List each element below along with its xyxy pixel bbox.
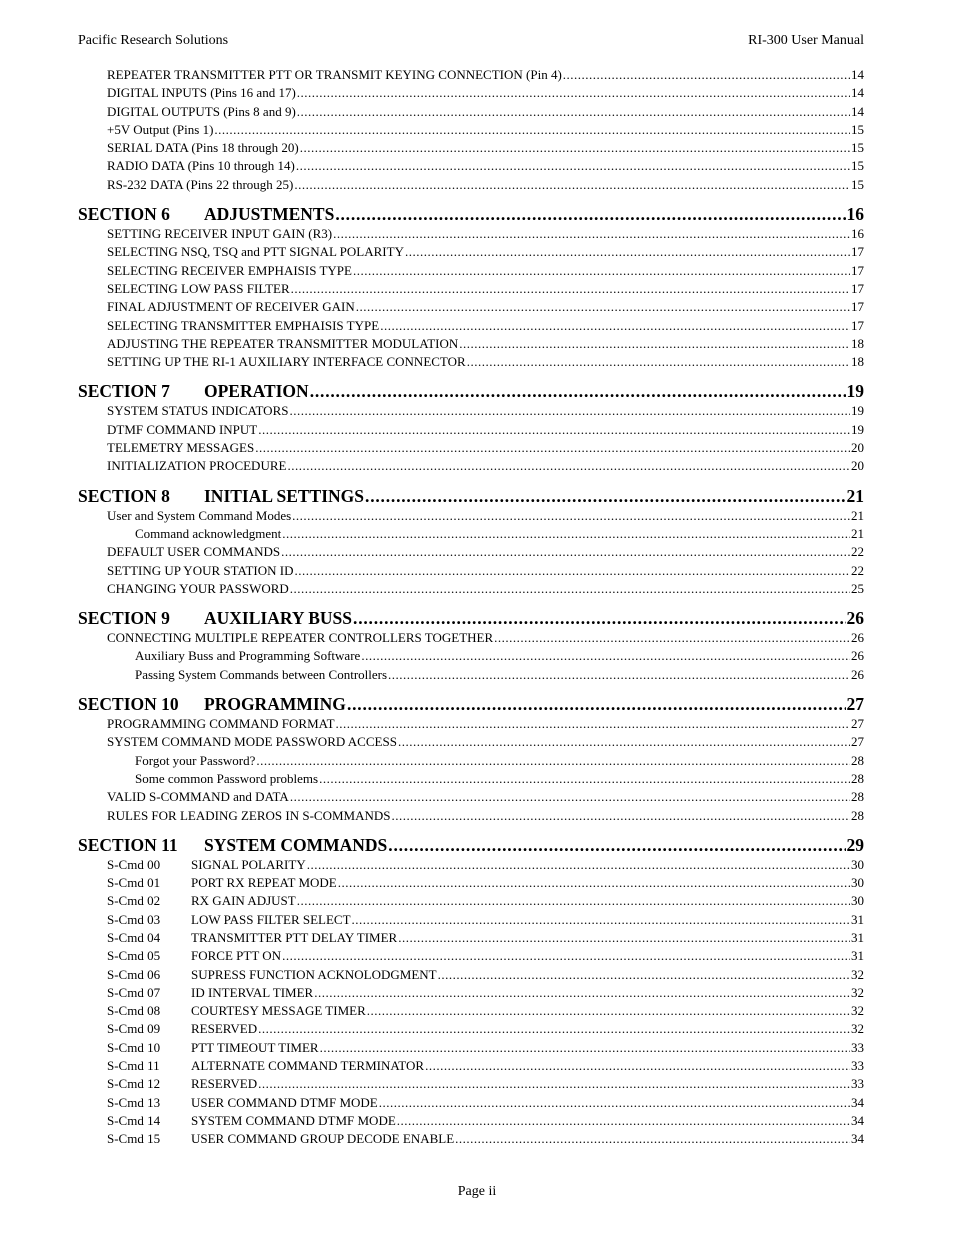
entry-title: DEFAULT USER COMMANDS [107, 544, 281, 560]
toc-command-entry [78, 1039, 864, 1057]
page-ref: 26 [851, 648, 864, 664]
toc-entry [78, 66, 864, 84]
toc-entry [78, 402, 864, 420]
dot-leader [365, 485, 845, 507]
entry-title: DTMF COMMAND INPUT [107, 421, 258, 437]
page-ref: 26 [851, 666, 864, 682]
entry-title: CONNECTING MULTIPLE REPEATER CONTROLLERS TOGETHER [107, 630, 494, 646]
page-ref: 15 [851, 121, 864, 137]
page-ref: 33 [851, 1058, 864, 1074]
dot-leader [388, 834, 845, 856]
toc-subentry [78, 666, 864, 684]
entry-title: SYSTEM COMMAND MODE PASSWORD ACCESS [107, 734, 397, 750]
section-heading [78, 380, 309, 402]
dot-leader [258, 1020, 850, 1038]
toc-entry [78, 139, 864, 157]
section-title: SYSTEM COMMANDS [204, 834, 388, 855]
toc-command-entry [78, 911, 864, 929]
dot-leader [307, 856, 850, 874]
section-number: SECTION 9 [78, 608, 170, 629]
toc-subentry [78, 647, 864, 665]
command-code: S-Cmd 11 [107, 1058, 160, 1074]
toc-entry [78, 353, 864, 371]
entry-text [107, 947, 281, 965]
entry-title: PTT TIMEOUT TIMER [191, 1039, 319, 1055]
dot-leader [352, 911, 850, 929]
page-ref: 22 [851, 544, 864, 560]
toc-section-heading [78, 485, 864, 507]
dot-leader [398, 929, 850, 947]
entry-title: SERIAL DATA (Pins 18 through 20) [107, 140, 299, 156]
toc-entry [78, 157, 864, 175]
dot-leader [256, 752, 850, 770]
section-number: SECTION 7 [78, 381, 170, 402]
page-ref: 27 [846, 694, 864, 715]
entry-title: DIGITAL OUTPUTS (Pins 8 and 9) [107, 103, 296, 119]
toc-section-heading [78, 693, 864, 715]
toc-section-heading [78, 203, 864, 225]
toc-entry [78, 280, 864, 298]
page-ref: 25 [851, 580, 864, 596]
dot-leader [397, 1112, 850, 1130]
page-ref: 34 [851, 1131, 864, 1147]
entry-title: CHANGING YOUR PASSWORD [107, 580, 289, 596]
section-heading [78, 834, 387, 856]
toc-command-entry [78, 929, 864, 947]
toc-command-entry [78, 1130, 864, 1148]
command-code: S-Cmd 01 [107, 875, 161, 891]
page-ref: 21 [851, 525, 864, 541]
page-ref: 18 [851, 335, 864, 351]
toc-command-entry [78, 984, 864, 1002]
entry-title: RESERVED [191, 1076, 258, 1092]
toc-command-entry [78, 874, 864, 892]
toc-entry [78, 103, 864, 121]
entry-title: SELECTING LOW PASS FILTER [107, 280, 290, 296]
dot-leader [292, 507, 850, 525]
command-code: S-Cmd 04 [107, 929, 161, 945]
entry-title: SELECTING TRANSMITTER EMPHAISIS TYPE [107, 317, 380, 333]
dot-leader [255, 439, 850, 457]
entry-text [107, 1130, 454, 1148]
dot-leader [392, 807, 851, 825]
page-ref: 28 [851, 789, 864, 805]
page-ref: 29 [846, 834, 864, 855]
dot-leader [361, 647, 850, 665]
toc-entry [78, 243, 864, 261]
toc-entry [78, 335, 864, 353]
entry-title: DIGITAL INPUTS (Pins 16 and 17) [107, 85, 296, 101]
command-code: S-Cmd 12 [107, 1076, 161, 1092]
dot-leader [282, 947, 850, 965]
page-ref: 27 [851, 734, 864, 750]
command-code: S-Cmd 10 [107, 1039, 161, 1055]
page-ref: 21 [851, 507, 864, 523]
entry-text [107, 1075, 257, 1093]
command-code: S-Cmd 05 [107, 948, 161, 964]
entry-title: VALID S-COMMAND and DATA [107, 789, 289, 805]
toc-entry [78, 807, 864, 825]
entry-text [107, 1094, 378, 1112]
dot-leader [300, 139, 850, 157]
page-ref: 15 [851, 176, 864, 192]
page-ref: 26 [851, 630, 864, 646]
entry-title: RX GAIN ADJUST [191, 893, 296, 909]
header-manual-title: RI-300 User Manual [748, 33, 864, 48]
command-code: S-Cmd 13 [107, 1094, 161, 1110]
header-company: Pacific Research Solutions [78, 33, 229, 48]
entry-text [107, 1112, 396, 1130]
page-ref: 17 [851, 317, 864, 333]
page-ref: 14 [851, 67, 864, 82]
toc-subentry [78, 752, 864, 770]
page-ref: 21 [846, 485, 864, 506]
entry-title: User and System Command Modes [107, 507, 292, 523]
page-ref: 19 [851, 421, 864, 437]
toc-command-entry [78, 892, 864, 910]
entry-title: FINAL ADJUSTMENT OF RECEIVER GAIN [107, 299, 355, 315]
entry-title: PROGRAMMING COMMAND FORMAT [107, 716, 335, 732]
page-ref: 32 [851, 1003, 864, 1019]
page-ref: 31 [851, 948, 864, 964]
dot-leader [379, 1094, 850, 1112]
entry-title: Forgot your Password? [135, 752, 256, 768]
page-ref: 18 [851, 354, 864, 370]
page-ref: 14 [851, 103, 864, 119]
toc-entry [78, 225, 864, 243]
dot-leader [563, 66, 850, 84]
page-ref: 17 [851, 280, 864, 296]
toc-entry [78, 562, 864, 580]
dot-leader [290, 580, 850, 598]
page-ref: 27 [851, 716, 864, 732]
entry-title: SUPRESS FUNCTION ACKNOLODGMENT [191, 966, 437, 982]
entry-title: RULES FOR LEADING ZEROS IN S-COMMANDS [107, 807, 391, 823]
section-title: OPERATION [204, 381, 309, 402]
entry-title: FORCE PTT ON [191, 948, 282, 964]
dot-leader [353, 607, 845, 629]
toc-entry [78, 84, 864, 102]
section-title: ADJUSTMENTS [204, 204, 335, 225]
section-number: SECTION 8 [78, 485, 170, 506]
section-title: PROGRAMMING [204, 694, 346, 715]
toc-entry [78, 629, 864, 647]
page-header [78, 33, 864, 53]
dot-leader [294, 176, 850, 194]
entry-text [107, 1039, 319, 1057]
toc-command-entry [78, 856, 864, 874]
page-ref: 33 [851, 1076, 864, 1092]
entry-title: SIGNAL POLARITY [191, 856, 306, 872]
toc-command-entry [78, 1020, 864, 1038]
entry-title: TRANSMITTER PTT DELAY TIMER [191, 929, 398, 945]
dot-leader [297, 84, 850, 102]
page-ref: 32 [851, 1021, 864, 1037]
command-code: S-Cmd 03 [107, 911, 161, 927]
entry-title: LOW PASS FILTER SELECT [191, 911, 351, 927]
toc-command-entry [78, 1094, 864, 1112]
entry-text [107, 874, 337, 892]
toc-section-heading [78, 834, 864, 856]
page-ref: 28 [851, 752, 864, 768]
page-ref: 26 [846, 608, 864, 629]
entry-text [107, 1020, 257, 1038]
dot-leader [405, 243, 850, 261]
command-code: S-Cmd 02 [107, 893, 161, 909]
dot-leader [296, 157, 850, 175]
toc-entry [78, 715, 864, 733]
dot-leader [459, 335, 850, 353]
dot-leader [438, 966, 850, 984]
page-ref: 28 [851, 807, 864, 823]
dot-leader [314, 984, 850, 1002]
toc-entry [78, 421, 864, 439]
entry-text [107, 892, 296, 910]
page-ref: 28 [851, 770, 864, 786]
section-title: AUXILIARY BUSS [204, 608, 353, 629]
entry-title: PORT RX REPEAT MODE [191, 875, 337, 891]
entry-title: SELECTING RECEIVER EMPHAISIS TYPE [107, 262, 352, 278]
entry-text [107, 929, 397, 947]
entry-title: RADIO DATA (Pins 10 through 14) [107, 158, 295, 174]
page-ref: 19 [846, 381, 864, 402]
entry-title: ALTERNATE COMMAND TERMINATOR [191, 1058, 425, 1074]
toc-command-entry [78, 1075, 864, 1093]
toc-section-heading [78, 607, 864, 629]
page-ref: 17 [851, 299, 864, 315]
page-ref: 22 [851, 562, 864, 578]
toc-entry [78, 121, 864, 139]
entry-title: COURTESY MESSAGE TIMER [191, 1003, 366, 1019]
toc-command-entry [78, 1112, 864, 1130]
command-code: S-Cmd 07 [107, 984, 161, 1000]
entry-title: Command acknowledgment [135, 525, 282, 541]
page-ref: 34 [851, 1112, 864, 1128]
dot-leader [333, 225, 850, 243]
page-ref: 33 [851, 1039, 864, 1055]
section-number: SECTION 11 [78, 834, 178, 855]
entry-text [107, 1057, 424, 1075]
entry-text [107, 1002, 366, 1020]
command-code: S-Cmd 06 [107, 966, 161, 982]
section-number: SECTION 6 [78, 204, 170, 225]
page-ref: 15 [851, 158, 864, 174]
entry-text [107, 966, 437, 984]
section-heading [78, 485, 364, 507]
page-ref: 30 [851, 893, 864, 909]
section-title: INITIAL SETTINGS [204, 485, 365, 506]
dot-leader [398, 733, 850, 751]
dot-leader [295, 562, 851, 580]
dot-leader [320, 1039, 850, 1057]
dot-leader [214, 121, 850, 139]
toc-command-entry [78, 947, 864, 965]
entry-title: SETTING UP YOUR STATION ID [107, 562, 294, 578]
entry-title: Passing System Commands between Controllers [135, 666, 388, 682]
entry-title: REPEATER TRANSMITTER PTT OR TRANSMIT KEYING CONNECTION (Pin 4) [107, 67, 562, 82]
command-code: S-Cmd 08 [107, 1003, 161, 1019]
dot-leader [281, 543, 850, 561]
toc-command-entry [78, 966, 864, 984]
toc-entry [78, 439, 864, 457]
dot-leader [356, 298, 850, 316]
toc-entry [78, 176, 864, 194]
dot-leader [297, 103, 850, 121]
dot-leader [353, 262, 850, 280]
section-number: SECTION 10 [78, 694, 179, 715]
entry-title: Auxiliary Buss and Programming Software [135, 648, 361, 664]
section-heading [78, 203, 334, 225]
page-ref: 17 [851, 262, 864, 278]
entry-text [107, 911, 351, 929]
page-ref: 30 [851, 875, 864, 891]
dot-leader [258, 421, 850, 439]
entry-text [107, 856, 306, 874]
entry-title: SYSTEM COMMAND DTMF MODE [191, 1112, 396, 1128]
entry-title: USER COMMAND DTMF MODE [191, 1094, 378, 1110]
page-ref: 19 [851, 403, 864, 419]
dot-leader [367, 1002, 850, 1020]
dot-leader [297, 892, 850, 910]
page-ref: 20 [851, 458, 864, 474]
page-ref: 20 [851, 440, 864, 456]
page-ref: 15 [851, 140, 864, 156]
entry-title: SYSTEM STATUS INDICATORS [107, 403, 289, 419]
page-ref: 14 [851, 85, 864, 101]
entry-title: TELEMETRY MESSAGES [107, 440, 255, 456]
entry-title: RESERVED [191, 1021, 258, 1037]
dot-leader [335, 203, 845, 225]
command-code: S-Cmd 00 [107, 856, 161, 872]
dot-leader [289, 402, 850, 420]
entry-title: +5V Output (Pins 1) [107, 121, 214, 137]
dot-leader [310, 380, 846, 402]
page-ref: 30 [851, 856, 864, 872]
dot-leader [282, 525, 850, 543]
entry-title: Some common Password problems [135, 770, 319, 786]
page-ref: 32 [851, 966, 864, 982]
toc-entry [78, 733, 864, 751]
toc-subentry [78, 770, 864, 788]
dot-leader [388, 666, 850, 684]
dot-leader [287, 457, 850, 475]
entry-text [107, 984, 313, 1002]
page-ref: 31 [851, 929, 864, 945]
entry-title: SELECTING NSQ, TSQ and PTT SIGNAL POLARITY [107, 244, 404, 260]
dot-leader [455, 1130, 850, 1148]
entry-title: ID INTERVAL TIMER [191, 984, 314, 1000]
command-code: S-Cmd 14 [107, 1112, 161, 1128]
entry-title: SETTING RECEIVER INPUT GAIN (R3) [107, 226, 333, 242]
entry-title: SETTING UP THE RI-1 AUXILIARY INTERFACE CONNECTOR [107, 354, 466, 370]
dot-leader [336, 715, 850, 733]
table-of-contents [78, 66, 864, 1149]
entry-title: USER COMMAND GROUP DECODE ENABLE [191, 1131, 455, 1147]
toc-entry [78, 543, 864, 561]
toc-command-entry [78, 1057, 864, 1075]
entry-title: RS-232 DATA (Pins 22 through 25) [107, 176, 294, 192]
dot-leader [291, 280, 850, 298]
toc-entry [78, 262, 864, 280]
section-heading [78, 607, 352, 629]
toc-entry [78, 317, 864, 335]
command-code: S-Cmd 15 [107, 1131, 161, 1147]
page-ref: 31 [851, 911, 864, 927]
toc-entry [78, 788, 864, 806]
page-ref: 34 [851, 1094, 864, 1110]
toc-entry [78, 580, 864, 598]
toc-entry [78, 457, 864, 475]
toc-subentry [78, 525, 864, 543]
dot-leader [425, 1057, 850, 1075]
dot-leader [380, 317, 850, 335]
toc-entry [78, 298, 864, 316]
dot-leader [290, 788, 850, 806]
dot-leader [347, 693, 846, 715]
page-ref: 32 [851, 984, 864, 1000]
section-heading [78, 693, 346, 715]
toc-entry [78, 507, 864, 525]
page-ref: 17 [851, 244, 864, 260]
dot-leader [467, 353, 850, 371]
dot-leader [338, 874, 850, 892]
page-ref: 16 [846, 204, 864, 225]
dot-leader [319, 770, 850, 788]
toc-command-entry [78, 1002, 864, 1020]
dot-leader [494, 629, 850, 647]
dot-leader [258, 1075, 850, 1093]
entry-title: INITIALIZATION PROCEDURE [107, 458, 287, 474]
entry-title: ADJUSTING THE REPEATER TRANSMITTER MODULATION [107, 335, 459, 351]
page-ref: 16 [851, 226, 864, 242]
page-number: Page ii [457, 1184, 497, 1199]
toc-section-heading [78, 380, 864, 402]
command-code: S-Cmd 09 [107, 1021, 161, 1037]
